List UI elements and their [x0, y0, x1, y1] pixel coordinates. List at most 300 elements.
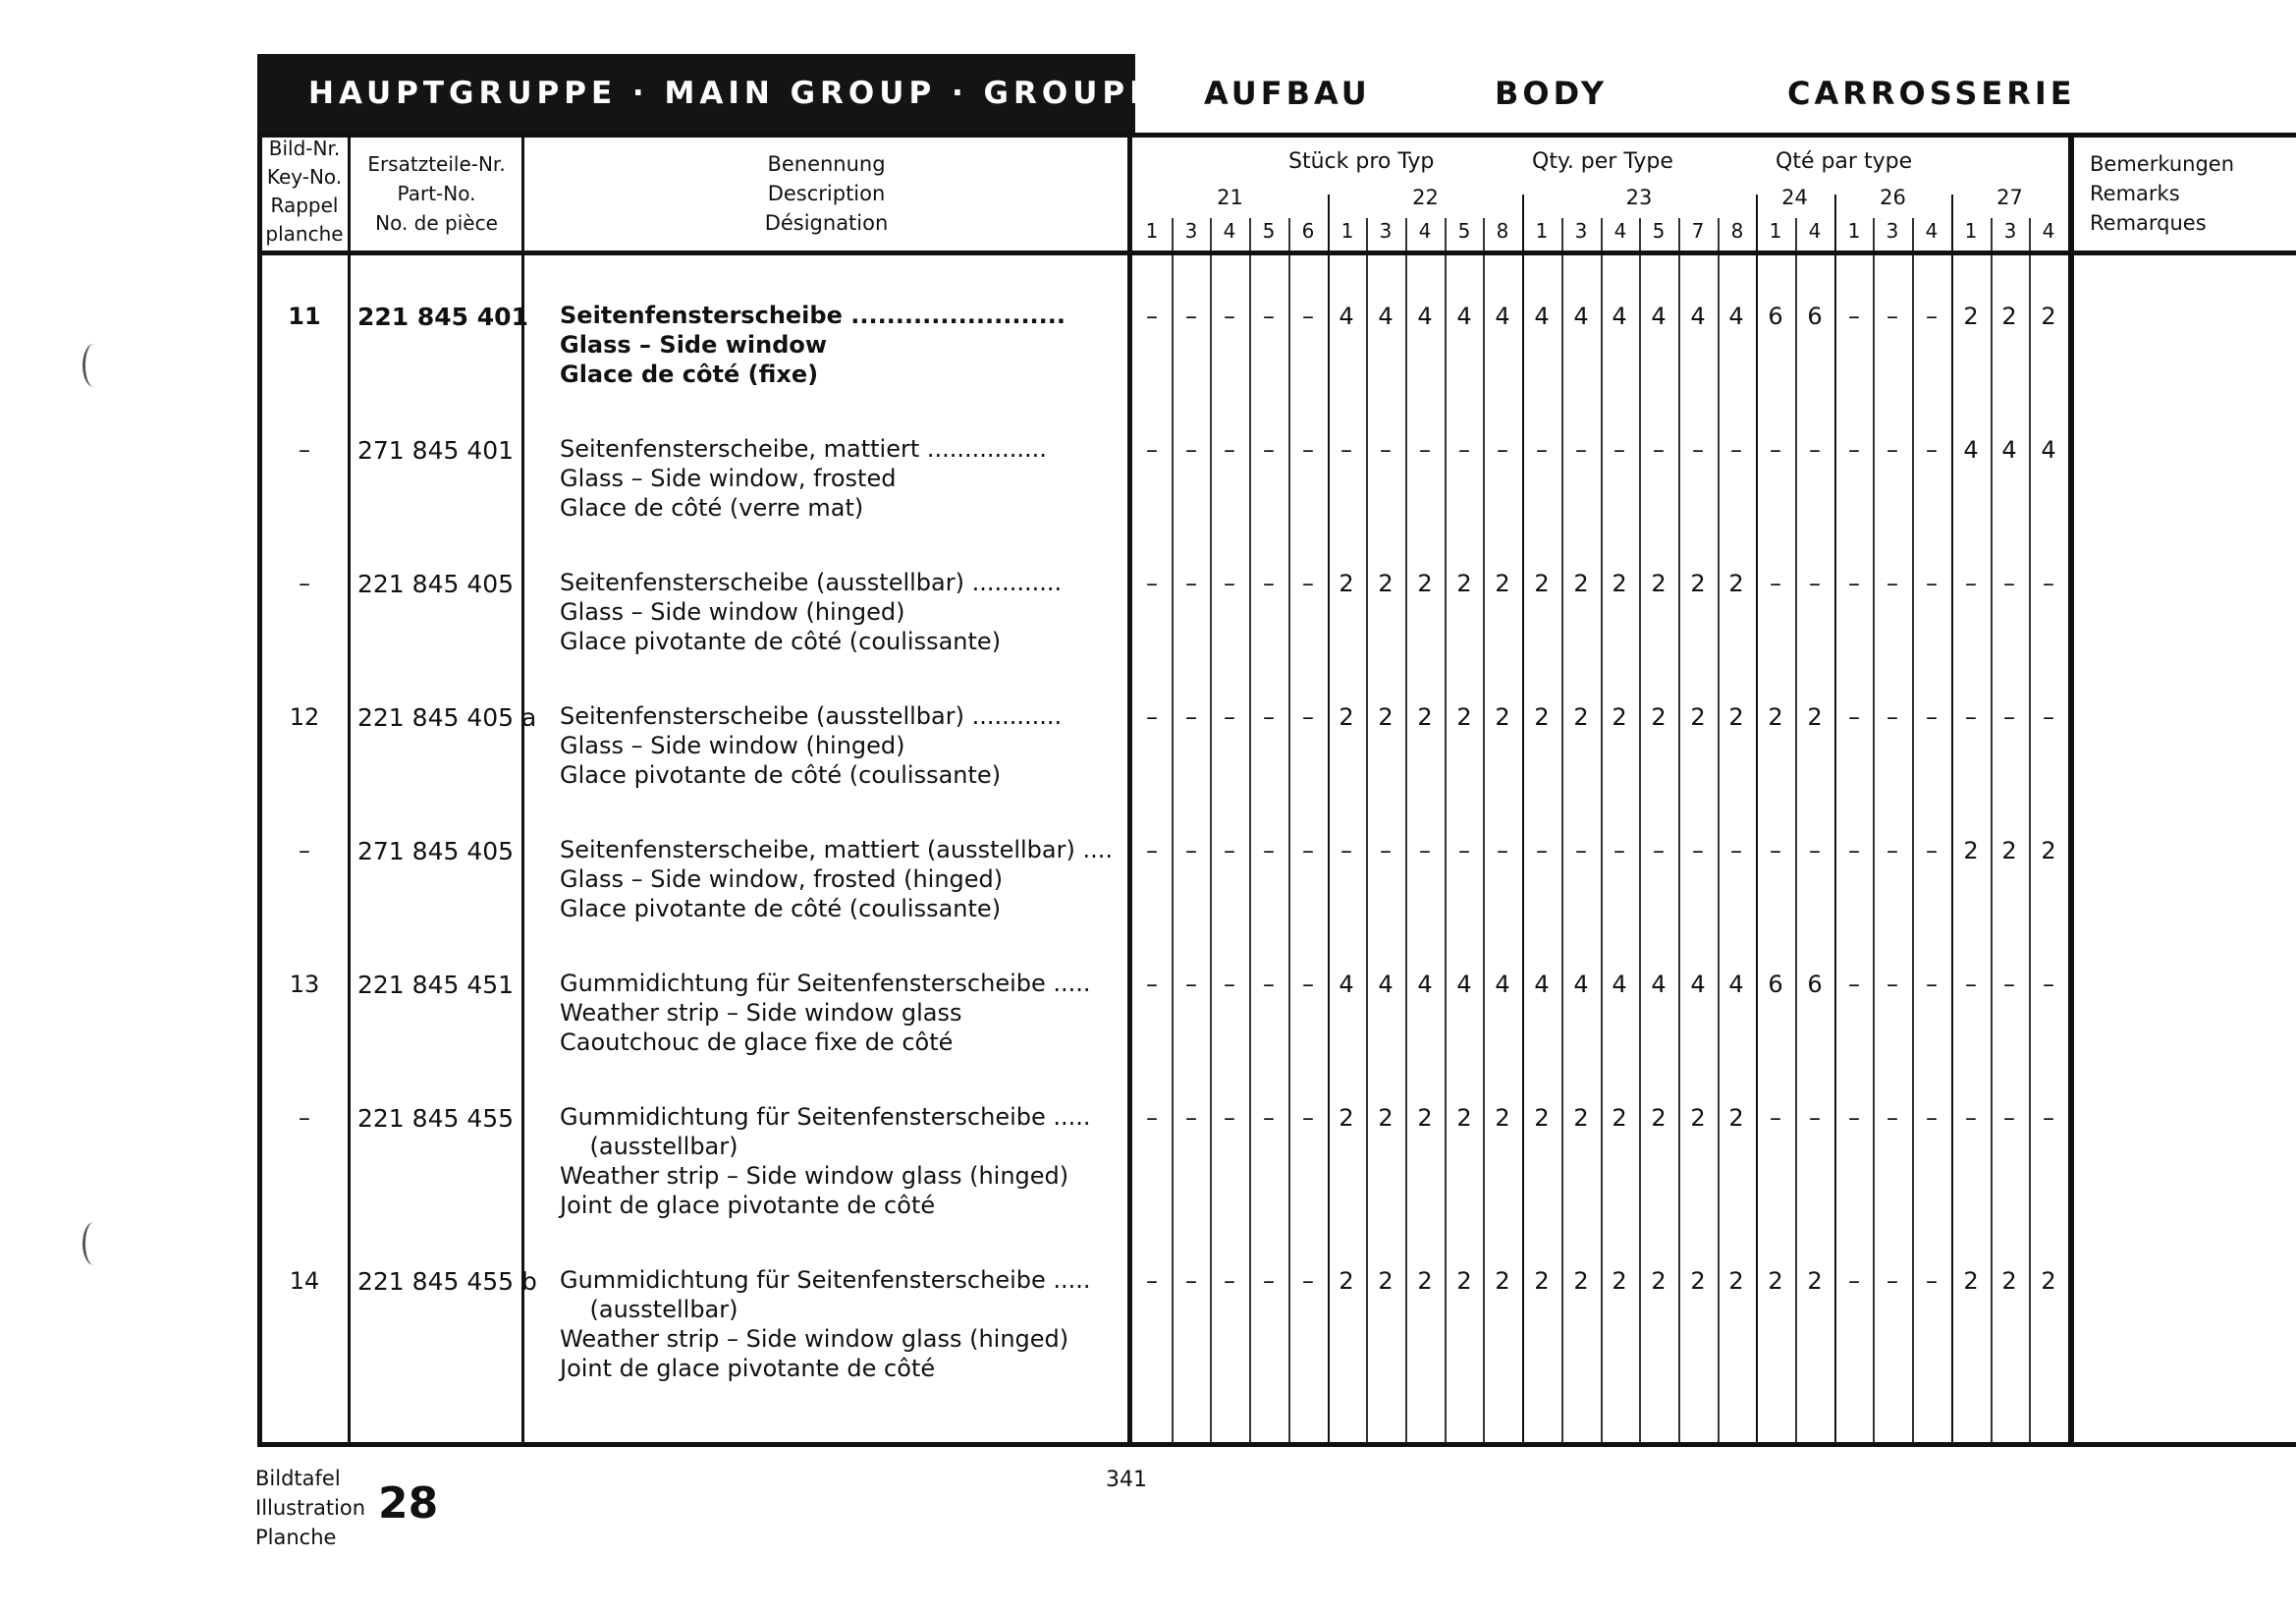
row-qty-cell: 6: [1768, 303, 1783, 330]
row-qty-cell: –: [1886, 1267, 1898, 1295]
row-qty-cell: –: [2003, 971, 2015, 998]
row-qty-cell: 4: [1456, 971, 1472, 998]
qty-title-en: Qty. per Type: [1532, 149, 1673, 174]
type-sub-label: 3: [1574, 219, 1588, 243]
description-header-de: Benennung: [767, 152, 886, 176]
row-description-line: Glass – Side window, frosted (hinged): [560, 865, 1004, 893]
qty-column-line: [1561, 218, 1563, 1442]
qty-column-line: [1834, 195, 1836, 1442]
row-qty-cell: 2: [1495, 703, 1510, 731]
row-qty-cell: –: [1848, 570, 1860, 597]
row-qty-cell: 4: [1417, 303, 1433, 330]
row-description-line: Glace de côté (fixe): [560, 361, 819, 388]
row-qty-cell: 2: [1963, 303, 1979, 330]
row-qty-cell: 2: [1339, 703, 1354, 731]
qty-column-line: [1328, 195, 1330, 1442]
row-qty-cell: 2: [1456, 1104, 1472, 1132]
part-no-header-de: Ersatzteile-Nr.: [367, 152, 506, 176]
row-qty-cell: –: [1886, 703, 1898, 731]
qty-column-line: [1249, 218, 1251, 1442]
row-qty-cell: –: [1146, 1104, 1158, 1132]
footer-label-de: Bildtafel: [255, 1467, 341, 1490]
row-qty-cell: –: [1302, 303, 1314, 330]
main-group-number: 8: [1155, 71, 1183, 116]
qty-column-line: [1991, 218, 1993, 1442]
row-qty-cell: –: [1848, 837, 1860, 864]
row-qty-cell: –: [1263, 971, 1275, 998]
row-qty-cell: 4: [1728, 971, 1744, 998]
remarks-header: [2090, 149, 2234, 238]
row-qty-cell: 2: [1690, 703, 1706, 731]
row-qty-cell: 6: [1768, 971, 1783, 998]
row-description-line: Gummidichtung für Seitenfensterscheibe .....: [560, 1103, 1091, 1131]
row-qty-cell: –: [1848, 703, 1860, 731]
row-qty-cell: –: [1419, 436, 1431, 464]
qty-column-line: [1405, 218, 1407, 1442]
qty-column-line: [1873, 218, 1875, 1442]
row-description-line: Weather strip – Side window glass: [560, 999, 962, 1027]
row-qty-cell: –: [1770, 570, 1781, 597]
row-description-line: Weather strip – Side window glass (hinged): [560, 1162, 1069, 1190]
row-part-number: 271 845 401: [357, 436, 515, 465]
type-group-label: 23: [1625, 186, 1653, 209]
row-qty-cell: –: [1886, 837, 1898, 864]
row-qty-cell: –: [1340, 436, 1352, 464]
row-qty-cell: –: [1886, 1104, 1898, 1132]
row-qty-cell: 2: [1573, 1267, 1589, 1295]
row-qty-cell: 2: [1456, 570, 1472, 597]
type-group-label: 24: [1781, 186, 1808, 209]
row-qty-cell: –: [1965, 971, 1977, 998]
row-qty-cell: 2: [1339, 1267, 1354, 1295]
row-qty-cell: –: [1848, 971, 1860, 998]
row-qty-cell: 2: [2041, 837, 2056, 864]
binding-hole-mark: [82, 1222, 105, 1265]
row-description-line: Glass – Side window, frosted: [560, 465, 897, 492]
row-qty-cell: 4: [1651, 303, 1667, 330]
row-key-number: –: [299, 1104, 310, 1132]
row-description-line: Glass – Side window (hinged): [560, 598, 905, 626]
qty-column-line: [1172, 218, 1174, 1442]
row-qty-cell: –: [1302, 436, 1314, 464]
row-qty-cell: 4: [1534, 971, 1550, 998]
row-qty-cell: –: [1926, 837, 1938, 864]
table-bottom-rule: [257, 1442, 2296, 1447]
row-qty-cell: 4: [1612, 303, 1627, 330]
row-qty-cell: 2: [1690, 1104, 1706, 1132]
row-qty-cell: 2: [1728, 703, 1744, 731]
row-qty-cell: –: [1497, 837, 1508, 864]
row-qty-cell: 2: [1378, 703, 1394, 731]
row-description-line: Seitenfensterscheibe (ausstellbar) ............: [560, 569, 1063, 596]
row-qty-cell: –: [1185, 436, 1197, 464]
row-qty-cell: –: [1185, 570, 1197, 597]
row-part-number: 221 845 455 b: [357, 1267, 537, 1296]
row-qty-cell: 2: [2001, 303, 2017, 330]
row-qty-cell: –: [1848, 303, 1860, 330]
row-qty-cell: 2: [1651, 703, 1667, 731]
row-description-line: Caoutchouc de glace fixe de côté: [560, 1029, 954, 1056]
row-qty-cell: 4: [1690, 971, 1706, 998]
row-key-number: 14: [289, 1267, 320, 1295]
qty-column-line: [1483, 218, 1485, 1442]
row-qty-cell: 2: [1651, 1267, 1667, 1295]
type-sub-label: 8: [1496, 219, 1509, 243]
row-qty-cell: –: [1692, 436, 1704, 464]
qty-column-line: [1756, 195, 1758, 1442]
key-no-header-fr-2: planche: [265, 222, 344, 246]
row-qty-cell: –: [1575, 436, 1587, 464]
row-qty-cell: 2: [1573, 1104, 1589, 1132]
row-qty-cell: 4: [1495, 303, 1510, 330]
type-sub-label: 4: [1223, 219, 1236, 243]
type-group-label: 27: [1996, 186, 2023, 209]
row-qty-cell: –: [1536, 436, 1548, 464]
qty-column-line: [1951, 195, 1953, 1442]
row-qty-cell: –: [1224, 570, 1235, 597]
row-qty-cell: 2: [1612, 1267, 1627, 1295]
qty-column-line: [1795, 218, 1797, 1442]
row-qty-cell: 2: [1417, 1267, 1433, 1295]
row-qty-cell: 2: [1768, 1267, 1783, 1295]
row-qty-cell: 2: [2041, 1267, 2056, 1295]
row-qty-cell: –: [1146, 570, 1158, 597]
row-qty-cell: –: [1263, 837, 1275, 864]
row-qty-cell: –: [1302, 1267, 1314, 1295]
row-qty-cell: –: [1302, 971, 1314, 998]
qty-column-line: [1912, 218, 1914, 1442]
row-key-number: –: [299, 436, 310, 464]
row-description-line: Gummidichtung für Seitenfensterscheibe .....: [560, 970, 1091, 997]
row-qty-cell: –: [1458, 837, 1470, 864]
row-qty-cell: –: [1185, 1104, 1197, 1132]
type-sub-label: 5: [1652, 219, 1666, 243]
row-qty-cell: –: [1770, 1104, 1781, 1132]
row-description: [560, 701, 1062, 790]
row-qty-cell: –: [1653, 436, 1665, 464]
row-qty-cell: 2: [1378, 570, 1394, 597]
row-qty-cell: –: [1263, 303, 1275, 330]
row-description: [560, 835, 1113, 923]
row-qty-cell: 2: [1807, 703, 1823, 731]
row-qty-cell: –: [1809, 1104, 1821, 1132]
type-sub-label: 3: [1184, 219, 1198, 243]
row-part-number: 221 845 455: [357, 1104, 515, 1133]
row-qty-cell: 2: [1534, 1267, 1550, 1295]
binding-hole-mark: [82, 344, 105, 387]
row-qty-cell: –: [1419, 837, 1431, 864]
row-description-line: (ausstellbar): [560, 1296, 738, 1323]
row-qty-cell: 2: [1963, 837, 1979, 864]
row-qty-cell: 4: [1690, 303, 1706, 330]
row-qty-cell: –: [1224, 1267, 1235, 1295]
row-qty-cell: –: [1146, 971, 1158, 998]
row-qty-cell: 2: [1456, 1267, 1472, 1295]
row-qty-cell: –: [1263, 570, 1275, 597]
row-description: [560, 301, 1066, 389]
page-number: 341: [1106, 1468, 1147, 1492]
qty-title-fr: Qté par type: [1776, 149, 1913, 174]
row-qty-cell: –: [2043, 570, 2054, 597]
row-qty-cell: –: [1302, 1104, 1314, 1132]
row-key-number: –: [299, 570, 310, 597]
remarks-header-fr: Remarques: [2090, 211, 2207, 235]
row-qty-cell: 2: [1612, 1104, 1627, 1132]
row-qty-cell: –: [1263, 436, 1275, 464]
row-qty-cell: –: [1224, 837, 1235, 864]
part-no-header: [352, 149, 521, 238]
row-description: [560, 434, 1047, 523]
row-qty-cell: 2: [1728, 1267, 1744, 1295]
row-description: [560, 1102, 1091, 1220]
qty-column-line: [2029, 218, 2031, 1442]
row-qty-cell: –: [1224, 436, 1235, 464]
qty-column-line: [1639, 218, 1641, 1442]
row-qty-cell: –: [1926, 570, 1938, 597]
row-qty-cell: –: [1809, 436, 1821, 464]
qty-column-line: [1366, 218, 1368, 1442]
row-qty-cell: 2: [1495, 1104, 1510, 1132]
row-qty-cell: –: [1575, 837, 1587, 864]
row-qty-cell: –: [1886, 436, 1898, 464]
row-description-line: (ausstellbar): [560, 1133, 738, 1160]
row-key-number: –: [299, 837, 310, 864]
row-qty-cell: 4: [1495, 971, 1510, 998]
row-qty-cell: 4: [1728, 303, 1744, 330]
row-qty-cell: –: [1848, 1104, 1860, 1132]
row-qty-cell: 2: [1456, 703, 1472, 731]
row-qty-cell: –: [1926, 1267, 1938, 1295]
row-part-number: 221 845 401: [357, 303, 528, 331]
row-qty-cell: 2: [1495, 570, 1510, 597]
type-group-label: 21: [1217, 186, 1243, 209]
row-qty-cell: 4: [1378, 971, 1394, 998]
row-qty-cell: 2: [1651, 1104, 1667, 1132]
row-qty-cell: –: [1965, 1104, 1977, 1132]
type-sub-label: 4: [2042, 219, 2055, 243]
type-group-label: 26: [1880, 186, 1906, 209]
row-part-number: 221 845 405: [357, 570, 515, 598]
row-qty-cell: 2: [1417, 703, 1433, 731]
row-qty-cell: –: [1224, 703, 1235, 731]
row-qty-cell: –: [1185, 703, 1197, 731]
row-qty-cell: 2: [1690, 570, 1706, 597]
remarks-header-de: Bemerkungen: [2090, 152, 2235, 176]
row-qty-cell: –: [1770, 436, 1781, 464]
row-description-line: Glass – Side window (hinged): [560, 732, 905, 759]
row-qty-cell: 4: [1534, 303, 1550, 330]
row-qty-cell: 4: [2041, 436, 2056, 464]
row-qty-cell: 2: [1807, 1267, 1823, 1295]
row-qty-cell: 2: [1378, 1267, 1394, 1295]
row-qty-cell: 4: [1573, 971, 1589, 998]
row-part-number: 221 845 405 a: [357, 703, 537, 732]
type-sub-label: 1: [1340, 219, 1354, 243]
row-description-line: Seitenfensterscheibe (ausstellbar) ............: [560, 702, 1063, 730]
main-group-banner: [257, 54, 1183, 133]
row-qty-cell: 2: [1417, 570, 1433, 597]
qty-title-de: Stück pro Typ: [1288, 149, 1435, 174]
row-qty-cell: 2: [1690, 1267, 1706, 1295]
row-qty-cell: –: [1926, 703, 1938, 731]
row-description-line: Glass – Side window: [560, 331, 828, 359]
row-part-number: 271 845 405: [357, 837, 515, 865]
row-qty-cell: 4: [1456, 303, 1472, 330]
row-qty-cell: –: [1965, 703, 1977, 731]
row-description-line: Glace pivotante de côté (coulissante): [560, 628, 1002, 655]
qty-column-line: [1678, 218, 1680, 1442]
row-qty-cell: 4: [1963, 436, 1979, 464]
footer-label-fr: Planche: [255, 1526, 337, 1549]
row-qty-cell: –: [1146, 703, 1158, 731]
type-sub-label: 1: [1847, 219, 1861, 243]
row-qty-cell: –: [1536, 837, 1548, 864]
type-sub-label: 7: [1691, 219, 1705, 243]
row-qty-cell: 2: [1339, 1104, 1354, 1132]
row-qty-cell: –: [1458, 436, 1470, 464]
row-qty-cell: –: [1224, 971, 1235, 998]
row-qty-cell: 4: [1339, 971, 1354, 998]
type-sub-label: 5: [1457, 219, 1471, 243]
qty-column-line: [1718, 218, 1720, 1442]
row-description-line: Seitenfensterscheibe ........................: [560, 302, 1066, 329]
main-group-title: HAUPTGRUPPE · MAIN GROUP · GROUPE: [308, 76, 1156, 111]
row-qty-cell: –: [1185, 303, 1197, 330]
row-qty-cell: 2: [1573, 570, 1589, 597]
row-qty-cell: –: [1302, 837, 1314, 864]
row-key-number: 12: [289, 703, 320, 731]
row-qty-cell: –: [2043, 1104, 2054, 1132]
row-qty-cell: –: [1730, 837, 1742, 864]
row-qty-cell: 2: [1728, 1104, 1744, 1132]
row-qty-cell: –: [1926, 303, 1938, 330]
row-qty-cell: –: [1613, 837, 1625, 864]
type-sub-label: 5: [1262, 219, 1276, 243]
row-qty-cell: 2: [1534, 1104, 1550, 1132]
row-qty-cell: 4: [1417, 971, 1433, 998]
type-sub-label: 6: [1301, 219, 1315, 243]
row-description: [560, 1265, 1091, 1383]
section-title-fr: CARROSSERIE: [1787, 75, 2076, 112]
row-qty-cell: –: [1380, 837, 1392, 864]
description-header-en: Description: [767, 182, 886, 205]
section-title-en: BODY: [1495, 75, 1608, 112]
row-qty-cell: 2: [1768, 703, 1783, 731]
row-qty-cell: –: [1886, 971, 1898, 998]
remarks-header-en: Remarks: [2090, 182, 2180, 205]
key-no-header-en: Key-No.: [266, 165, 343, 189]
row-qty-cell: 2: [1612, 570, 1627, 597]
row-qty-cell: –: [1926, 971, 1938, 998]
row-qty-cell: 4: [1612, 971, 1627, 998]
part-no-header-fr: No. de pièce: [375, 211, 498, 235]
qty-column-line: [1601, 218, 1603, 1442]
row-qty-cell: –: [1653, 837, 1665, 864]
row-description: [560, 969, 1091, 1057]
row-description-line: Seitenfensterscheibe, mattiert (ausstellbar) ....: [560, 836, 1113, 863]
row-key-number: 11: [288, 303, 321, 330]
qty-column-line: [1522, 195, 1524, 1442]
column-divider: [2068, 133, 2074, 1447]
footer-label-en: Illustration: [255, 1496, 366, 1520]
type-sub-label: 1: [1964, 219, 1978, 243]
row-qty-cell: –: [1770, 837, 1781, 864]
row-qty-cell: –: [1185, 971, 1197, 998]
row-qty-cell: 2: [1534, 703, 1550, 731]
row-qty-cell: –: [1965, 570, 1977, 597]
row-qty-cell: –: [1146, 837, 1158, 864]
section-title-de: AUFBAU: [1204, 75, 1371, 112]
row-description-line: Joint de glace pivotante de côté: [560, 1355, 936, 1382]
row-qty-cell: 2: [2001, 1267, 2017, 1295]
qty-column-line: [1445, 218, 1447, 1442]
footer-plate-label: [255, 1464, 365, 1552]
row-qty-cell: 2: [1612, 703, 1627, 731]
row-qty-cell: –: [1263, 1104, 1275, 1132]
row-qty-cell: –: [1886, 303, 1898, 330]
row-qty-cell: –: [1809, 837, 1821, 864]
row-qty-cell: 2: [2001, 837, 2017, 864]
column-divider: [348, 133, 351, 1447]
qty-column-line: [1288, 218, 1290, 1442]
row-description-line: Gummidichtung für Seitenfensterscheibe .....: [560, 1266, 1091, 1294]
row-qty-cell: 2: [1728, 570, 1744, 597]
row-description: [560, 568, 1062, 656]
type-sub-label: 3: [1379, 219, 1393, 243]
row-description-line: Weather strip – Side window glass (hinged): [560, 1325, 1069, 1353]
row-qty-cell: 2: [1378, 1104, 1394, 1132]
row-qty-cell: –: [1224, 1104, 1235, 1132]
row-qty-cell: 2: [1495, 1267, 1510, 1295]
row-qty-cell: 6: [1807, 303, 1823, 330]
row-qty-cell: –: [1185, 837, 1197, 864]
row-qty-cell: 2: [1417, 1104, 1433, 1132]
key-no-header-de: Bild-Nr.: [268, 137, 341, 160]
row-qty-cell: –: [1263, 703, 1275, 731]
row-qty-cell: –: [2003, 1104, 2015, 1132]
row-qty-cell: 2: [1339, 570, 1354, 597]
type-sub-label: 4: [1808, 219, 1822, 243]
row-qty-cell: –: [1302, 570, 1314, 597]
illustration-plate-number: 28: [378, 1478, 439, 1529]
row-description-line: Glace pivotante de côté (coulissante): [560, 895, 1002, 922]
row-qty-cell: –: [1809, 570, 1821, 597]
qty-column-line: [1210, 218, 1212, 1442]
type-sub-label: 4: [1613, 219, 1627, 243]
row-qty-cell: –: [1146, 436, 1158, 464]
column-divider: [1127, 133, 1132, 1447]
type-group-label: 22: [1412, 186, 1439, 209]
row-qty-cell: 2: [1573, 703, 1589, 731]
type-sub-label: 4: [1418, 219, 1432, 243]
row-qty-cell: –: [1730, 436, 1742, 464]
row-qty-cell: 4: [1573, 303, 1589, 330]
description-header-fr: Désignation: [764, 211, 889, 235]
type-sub-label: 1: [1535, 219, 1549, 243]
row-qty-cell: 2: [1534, 570, 1550, 597]
row-qty-cell: –: [1497, 436, 1508, 464]
row-qty-cell: –: [1848, 1267, 1860, 1295]
key-no-header: [261, 135, 348, 249]
part-no-header-en: Part-No.: [397, 182, 476, 205]
row-qty-cell: –: [1380, 436, 1392, 464]
row-qty-cell: 4: [2001, 436, 2017, 464]
row-description-line: Seitenfensterscheibe, mattiert ................: [560, 435, 1047, 463]
table-top-rule: [257, 133, 2296, 138]
row-qty-cell: –: [1340, 837, 1352, 864]
description-header: [525, 149, 1127, 238]
type-sub-label: 3: [2003, 219, 2017, 243]
